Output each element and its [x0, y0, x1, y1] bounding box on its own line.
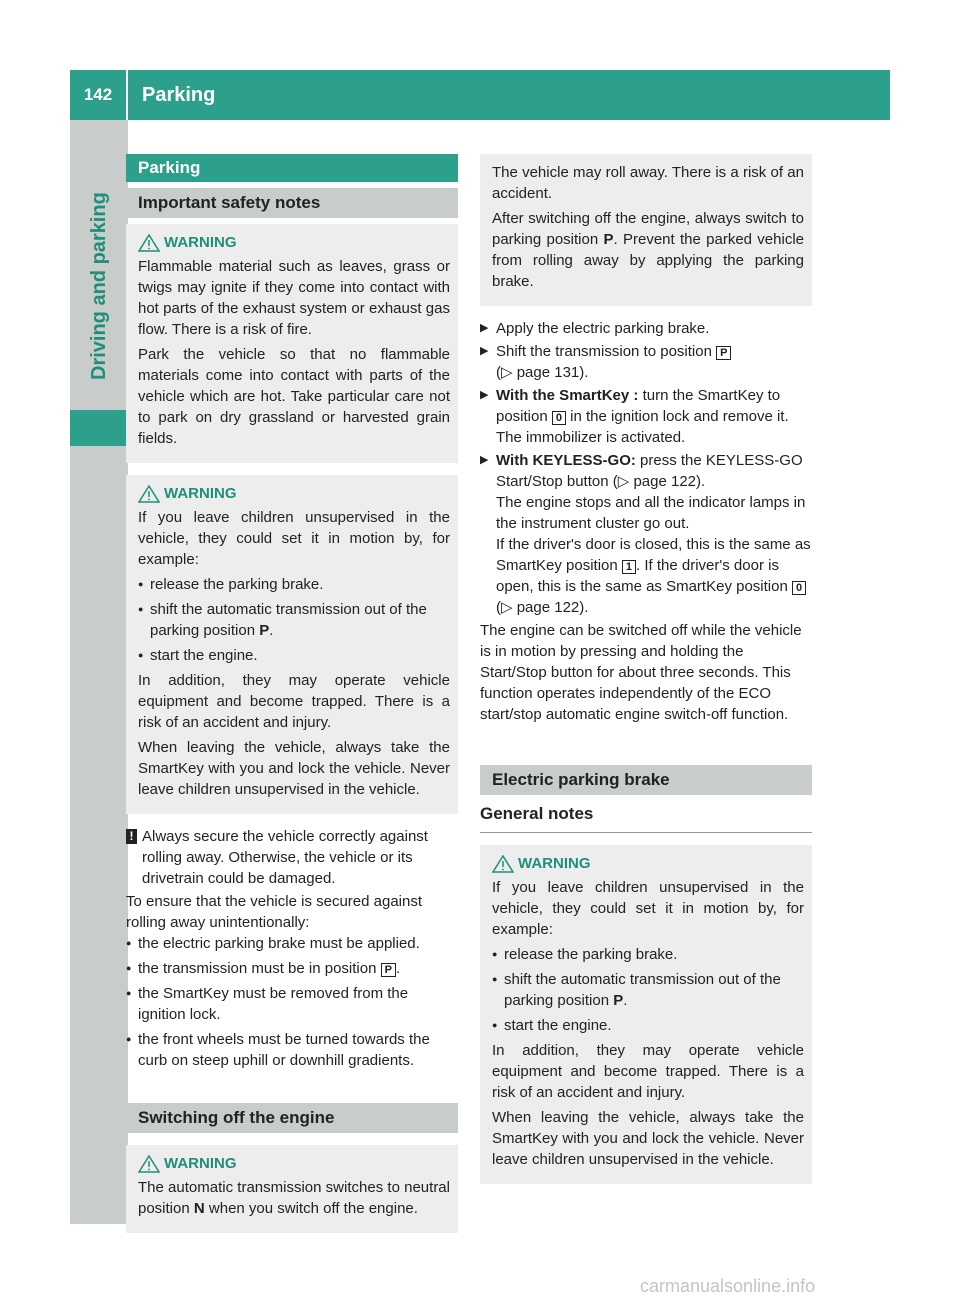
subheading-general-notes: General notes [480, 795, 812, 833]
warning-box-fire [126, 224, 458, 463]
key-symbol-1: 1 [622, 560, 636, 574]
list-item: ● the front wheels must be turned towards the curb on steep uphill or downhill gradients. [126, 1029, 458, 1071]
list-item: ● release the parking brake. [492, 944, 804, 965]
list-item: ● start the engine. [492, 1015, 804, 1036]
steps-list [480, 318, 812, 618]
warning-text: After switching off the engine, always switch to parking position P. Prevent the parked vehicle from rolling away by applying the parking brake. [492, 210, 804, 290]
sidebar-tab-marker [70, 410, 128, 446]
warning-triangle-icon [492, 855, 514, 873]
warning-heading: WARNING [138, 483, 450, 504]
warning-heading: WARNING [138, 1153, 450, 1174]
section-title-parking: Parking [126, 154, 458, 182]
warning-text: Park the vehicle so that no flammable materials come into contact with parts of the vehicle which are hot. Take particular care not to park on dry grassland or harvested grain fields. [138, 346, 450, 447]
warning-box-continued [480, 154, 812, 306]
list-item: ● start the engine. [138, 645, 450, 666]
warning-text: Flammable material such as leaves, grass or twigs may ignite if they come into contact with hot parts of the exhaust system or exhaust gas flow. There is a risk of fire. [138, 258, 450, 338]
warning-text: When leaving the vehicle, always take the SmartKey with you and lock the vehicle. Never leave children unsupervised in the vehicle. [492, 1109, 804, 1168]
subsection-title-switching-off: Switching off the engine [126, 1103, 458, 1133]
sidebar-section-label: Driving and parking [88, 192, 110, 380]
key-symbol-0: 0 [552, 411, 566, 425]
step-item: ▶ With the SmartKey : turn the SmartKey to position 0 in the ignition lock and remove it. The immobilizer is activated. [480, 385, 812, 448]
warning-heading: WARNING [138, 232, 450, 253]
subsection-title-epb: Electric parking brake [480, 765, 812, 795]
exclamation-icon: ! [126, 829, 137, 844]
left-column [126, 154, 458, 1233]
warning-box-children [126, 475, 458, 814]
warning-triangle-icon [138, 1155, 160, 1173]
header-divider [126, 70, 128, 120]
warning-box-neutral [126, 1145, 458, 1233]
list-item: ● the transmission must be in position P . [126, 958, 458, 979]
warning-text: If you leave children unsupervised in the vehicle, they could set it in motion by, for example: [138, 509, 450, 568]
subsection-title-safety: Important safety notes [126, 188, 458, 218]
list-item: ● the electric parking brake must be applied. [126, 933, 458, 954]
step-item: ▶ Shift the transmission to position P (▷ page 131). [480, 341, 812, 383]
list-item: ● shift the automatic transmission out of the parking position P. [492, 969, 804, 1011]
note-block: ! Always secure the vehicle correctly against rolling away. Otherwise, the vehicle or its drivetrain could be damaged. [126, 826, 458, 889]
warning-text: When leaving the vehicle, always take the SmartKey with you and lock the vehicle. Never leave children unsupervised in the vehicle. [138, 739, 450, 798]
key-symbol-p: P [381, 963, 396, 977]
key-symbol-0: 0 [792, 581, 806, 595]
warning-text: The automatic transmission switches to neutral position N when you switch off the engine. [138, 1179, 450, 1217]
page-number: 142 [83, 85, 113, 104]
warning-text: The vehicle may roll away. There is a risk of an accident. [492, 164, 804, 202]
step-item: ▶ Apply the electric parking brake. [480, 318, 812, 339]
warning-text: In addition, they may operate vehicle equipment and become trapped. There is a risk of an accident and injury. [492, 1042, 804, 1101]
warning-box-children-epb [480, 845, 812, 1184]
warning-triangle-icon [138, 234, 160, 252]
warning-text: In addition, they may operate vehicle equipment and become trapped. There is a risk of an accident and injury. [138, 672, 450, 731]
list-item: ● shift the automatic transmission out of the parking position P. [138, 599, 450, 641]
warning-text: If you leave children unsupervised in the vehicle, they could set it in motion by, for example: [492, 879, 804, 938]
list-item: ● the SmartKey must be removed from the ignition lock. [126, 983, 458, 1025]
warning-heading: WARNING [492, 853, 804, 874]
key-symbol-p: P [716, 346, 731, 360]
list-item: ● release the parking brake. [138, 574, 450, 595]
right-column [480, 154, 812, 1184]
watermark-text: carmanualsonline.info [640, 1276, 816, 1296]
step-item: ▶ With KEYLESS-GO: press the KEYLESS-GO Start/Stop button (▷ page 122). The engine stops and all the indicator lamps in the instrument cluster go out. If the driver's door is closed, this is the same as SmartKey position 1 . If the driver's door is open, this is the same as SmartKey position 0 (▷ page 122). [480, 450, 812, 618]
warning-triangle-icon [138, 485, 160, 503]
body-text: To ensure that the vehicle is secured against rolling away unintentionally: [126, 893, 423, 931]
page-title: Parking [142, 84, 216, 106]
body-text: The engine can be switched off while the vehicle is in motion by pressing and holding the Start/Stop button for about three seconds. This function operates independently of the ECO start/stop automatic engine switch-off function. [480, 622, 802, 723]
